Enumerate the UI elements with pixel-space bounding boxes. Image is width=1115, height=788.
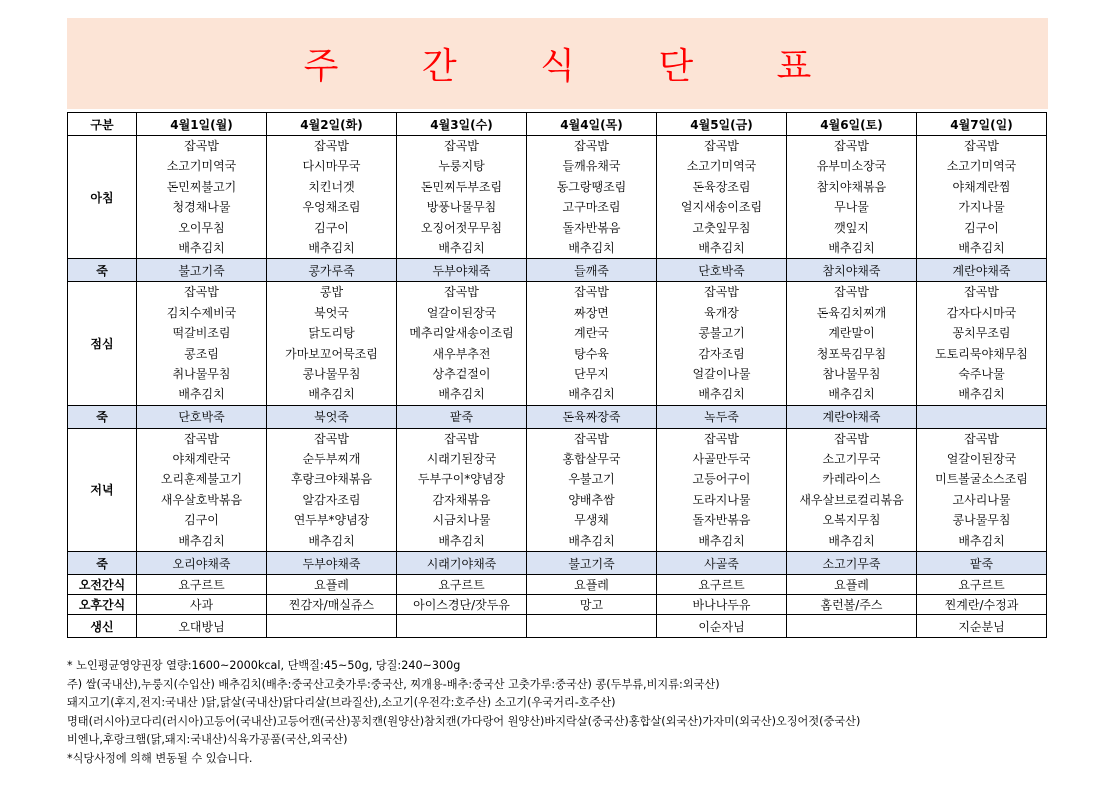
menu-item: 사골만두국 <box>692 452 751 467</box>
am_snack-label: 오전간식 <box>68 575 137 595</box>
am_snack-row <box>68 575 1047 595</box>
porridge1-day-cell: 계란야채죽 <box>917 259 1047 282</box>
menu-item: 짜장면 <box>574 305 609 320</box>
menu-item: 배추김치 <box>178 387 225 402</box>
pm_snack-row <box>68 595 1047 615</box>
menu-item: 잡곡밥 <box>444 431 479 446</box>
lunch-label: 점심 <box>68 282 137 405</box>
day-header: 4월7일(일) <box>917 113 1047 136</box>
menu-item: 돌자반볶음 <box>562 220 621 235</box>
day-header: 4월6일(토) <box>787 113 917 136</box>
menu-item: 잡곡밥 <box>184 139 219 153</box>
birthday-day-cell: 오대방님 <box>137 615 267 638</box>
menu-item: 콩나물무침 <box>952 513 1011 528</box>
porridge3-row <box>68 552 1047 575</box>
menu-item: 감자채볶음 <box>432 492 491 507</box>
menu-item: 배추김치 <box>568 387 615 402</box>
menu-item: 누룽지탕 <box>438 159 485 174</box>
porridge3-day-cell: 소고기무죽 <box>787 552 917 575</box>
birthday-day-cell <box>527 615 657 638</box>
dinner-day-cell <box>657 428 787 551</box>
title-band <box>67 18 1048 109</box>
day-header: 4월1일(월) <box>137 113 267 136</box>
menu-item: 오징어젓무무침 <box>420 220 503 235</box>
menu-item: 돈육김치찌개 <box>816 305 887 320</box>
menu-item: 잡곡밥 <box>444 285 479 300</box>
menu-item: 배추김치 <box>958 387 1005 402</box>
menu-item: 다시마무국 <box>302 159 361 174</box>
header-label: 구분 <box>68 113 137 136</box>
menu-item: 배추김치 <box>828 533 875 548</box>
am_snack-day-cell: 요구르트 <box>657 575 787 595</box>
menu-item: 고등어구이 <box>692 472 751 487</box>
birthday-day-cell <box>787 615 917 638</box>
menu-item: 카레라이스 <box>822 472 881 487</box>
dinner-day-cell <box>917 428 1047 551</box>
birthday-day-cell <box>267 615 397 638</box>
breakfast-row <box>68 136 1047 259</box>
menu-item: 방풍나물무침 <box>426 200 497 215</box>
porridge3-day-cell: 두부야채죽 <box>267 552 397 575</box>
birthday-label: 생신 <box>68 615 137 638</box>
menu-item: 잡곡밥 <box>704 431 739 446</box>
porridge3-day-cell: 팥죽 <box>917 552 1047 575</box>
birthday-row <box>68 615 1047 638</box>
menu-item: 배추김치 <box>308 240 355 255</box>
note-line: 돼지고기(후지,전지:국내산 )닭,닭살(국내산)닭다리살(브라질산),소고기(우전각:호주산) 소고기(우국거리-호주산) <box>67 696 616 710</box>
menu-item: 배추김치 <box>438 240 485 255</box>
menu-item: 돈민찌불고기 <box>166 179 237 194</box>
porridge2-day-cell: 돈육짜장죽 <box>527 405 657 428</box>
am_snack-day-cell: 요구르트 <box>917 575 1047 595</box>
menu-item: 소고기미역국 <box>946 159 1017 174</box>
menu-item: 홍합살무국 <box>562 452 621 467</box>
menu-item: 배추김치 <box>438 387 485 402</box>
menu-item: 시금치나물 <box>432 513 491 528</box>
menu-item: 배추김치 <box>698 533 745 548</box>
day-header: 4월2일(화) <box>267 113 397 136</box>
menu-item: 소고기미역국 <box>686 159 757 174</box>
menu-item: 연두부*양념장 <box>293 513 370 528</box>
menu-item: 잡곡밥 <box>834 285 869 300</box>
porridge2-day-cell: 계란야채죽 <box>787 405 917 428</box>
menu-item: 계란국 <box>574 326 609 341</box>
menu-item: 잡곡밥 <box>964 139 999 153</box>
menu-item: 가마보꼬어묵조림 <box>285 346 378 361</box>
dinner-day-cell <box>397 428 527 551</box>
pm_snack-day-cell: 바나나두유 <box>657 595 787 615</box>
menu-item: 고사리나물 <box>952 492 1011 507</box>
note-line: *식당사정에 의해 변동될 수 있습니다. <box>67 751 253 765</box>
breakfast-day-cell <box>137 136 267 259</box>
menu-item: 야채계란국 <box>172 452 231 467</box>
day-header: 4월3일(수) <box>397 113 527 136</box>
menu-item: 상추겉절이 <box>432 366 491 381</box>
menu-item: 잡곡밥 <box>964 431 999 446</box>
page-title: 주 간 식 단 표 <box>303 46 848 87</box>
menu-item: 북엇국 <box>314 305 349 320</box>
menu-item: 얼지새송이조림 <box>680 200 763 215</box>
menu-item: 우엉채조림 <box>302 200 361 215</box>
am_snack-day-cell: 요플레 <box>527 575 657 595</box>
menu-item: 청경채나물 <box>172 200 231 215</box>
note-line: 주) 쌀(국내산),누룽지(수입산) 배추김치(배추:중국산고춧가루:중국산, 찌개용-배추:중국산 고춧가루:중국산) 콩(두부류,비지류:외국산) <box>67 677 720 691</box>
menu-item: 들깨유채국 <box>562 159 621 174</box>
menu-item: 청포묵김무침 <box>816 346 887 361</box>
menu-item: 배추김치 <box>568 533 615 548</box>
porridge1-day-cell: 불고기죽 <box>137 259 267 282</box>
menu-item: 감자다시마국 <box>946 305 1017 320</box>
lunch-day-cell <box>267 282 397 405</box>
note-line: * 노인평균영양권장 열량:1600~2000kcal, 단백질:45~50g, 당질:240~300g <box>67 659 461 672</box>
menu-item: 배추김치 <box>308 533 355 548</box>
menu-item: 새우살호박볶음 <box>160 492 243 507</box>
menu-item: 소고기미역국 <box>166 159 237 174</box>
am_snack-day-cell: 요플레 <box>267 575 397 595</box>
breakfast-label: 아침 <box>68 136 137 259</box>
dinner-day-cell <box>527 428 657 551</box>
menu-item: 메추리알새송이조림 <box>409 326 514 341</box>
am_snack-day-cell: 요플레 <box>787 575 917 595</box>
pm_snack-day-cell: 홈런볼/주스 <box>787 595 917 615</box>
menu-item: 배추김치 <box>828 240 875 255</box>
menu-item: 유부미소장국 <box>816 159 887 174</box>
dinner-day-cell <box>787 428 917 551</box>
menu-item: 순두부찌개 <box>302 452 361 467</box>
menu-item: 후랑크야채볶음 <box>290 472 373 487</box>
menu-item: 고구마조림 <box>562 200 621 215</box>
menu-item: 돈육장조림 <box>692 179 751 194</box>
menu-item: 잡곡밥 <box>574 139 609 153</box>
lunch-day-cell <box>917 282 1047 405</box>
menu-item: 배추김치 <box>308 387 355 402</box>
menu-item: 무나물 <box>834 200 869 215</box>
menu-item: 잡곡밥 <box>704 139 739 153</box>
menu-item: 단무지 <box>574 366 609 381</box>
menu-item: 콩불고기 <box>698 326 745 341</box>
menu-item: 새우살브로컬리볶음 <box>799 492 904 507</box>
menu-item: 배추김치 <box>698 387 745 402</box>
menu-item: 닭도리탕 <box>308 326 355 341</box>
menu-item: 육개장 <box>704 305 739 320</box>
breakfast-day-cell <box>917 136 1047 259</box>
header-row <box>68 113 1047 136</box>
menu-item: 돌자반볶음 <box>692 513 751 528</box>
menu-item: 김구이 <box>184 513 219 528</box>
birthday-day-cell <box>397 615 527 638</box>
menu-item: 새우부추전 <box>432 346 491 361</box>
breakfast-day-cell <box>787 136 917 259</box>
menu-item: 참치야채볶음 <box>816 179 887 194</box>
menu-item: 우불고기 <box>568 472 615 487</box>
porridge1-day-cell: 단호박죽 <box>657 259 787 282</box>
menu-item: 배추김치 <box>438 533 485 548</box>
porridge3-day-cell: 사골죽 <box>657 552 787 575</box>
menu-item: 떡갈비조림 <box>172 326 231 341</box>
menu-item: 숙주나물 <box>958 366 1005 381</box>
menu-item: 양배추쌈 <box>568 492 615 507</box>
menu-item: 얼갈이된장국 <box>946 452 1017 467</box>
menu-item: 오복지무침 <box>822 513 881 528</box>
lunch-day-cell <box>397 282 527 405</box>
dinner-label: 저녁 <box>68 428 137 551</box>
porridge1-row <box>68 259 1047 282</box>
menu-item: 탕수육 <box>574 346 609 361</box>
day-header: 4월4일(목) <box>527 113 657 136</box>
lunch-row <box>68 282 1047 405</box>
porridge3-day-cell: 오리야채죽 <box>137 552 267 575</box>
menu-item: 오이무침 <box>178 220 225 235</box>
menu-item: 배추김치 <box>178 240 225 255</box>
menu-item: 취나물무침 <box>172 366 231 381</box>
am_snack-day-cell: 요구르트 <box>137 575 267 595</box>
menu-item: 잡곡밥 <box>574 285 609 300</box>
menu-item: 잡곡밥 <box>574 431 609 446</box>
menu-item: 김구이 <box>314 220 349 235</box>
menu-item: 잡곡밥 <box>184 285 219 300</box>
menu-item: 두부구이*양념장 <box>417 472 506 487</box>
porridge1-day-cell: 참치야채죽 <box>787 259 917 282</box>
birthday-day-cell: 이순자님 <box>657 615 787 638</box>
menu-item: 도라지나물 <box>692 492 751 507</box>
porridge1-day-cell: 들깨죽 <box>527 259 657 282</box>
menu-item: 잡곡밥 <box>314 431 349 446</box>
menu-table-body <box>68 113 1047 638</box>
pm_snack-day-cell: 망고 <box>527 595 657 615</box>
menu-item: 잡곡밥 <box>964 285 999 300</box>
menu-item: 오리훈제불고기 <box>160 472 243 487</box>
day-header: 4월5일(금) <box>657 113 787 136</box>
menu-item: 콩밥 <box>319 285 344 300</box>
lunch-day-cell <box>137 282 267 405</box>
menu-item: 콩나물무침 <box>302 366 361 381</box>
pm_snack-day-cell: 찐계란/수정과 <box>917 595 1047 615</box>
menu-item: 동그랑땡조림 <box>556 179 627 194</box>
menu-item: 무생채 <box>574 513 609 528</box>
lunch-day-cell <box>787 282 917 405</box>
menu-item: 참나물무침 <box>822 366 881 381</box>
am_snack-day-cell: 요구르트 <box>397 575 527 595</box>
menu-item: 계란말이 <box>828 326 875 341</box>
porridge3-day-cell: 불고기죽 <box>527 552 657 575</box>
porridge1-day-cell: 두부야채죽 <box>397 259 527 282</box>
menu-item: 고춧잎무침 <box>692 220 751 235</box>
lunch-day-cell <box>657 282 787 405</box>
breakfast-day-cell <box>657 136 787 259</box>
note-line: 명태(러시아)코다리(러시아)고등어(국내산)고등어캔(국산)꽁치캔(원양산)참치캔(가다랑어 원양산)바지락살(중국산)홍합살(외국산)가자미(외국산)오징어젓(중국산) <box>67 714 861 728</box>
menu-item: 잡곡밥 <box>834 139 869 153</box>
menu-item: 배추김치 <box>568 240 615 255</box>
menu-item: 꽁치무조림 <box>952 326 1011 341</box>
menu-item: 잡곡밥 <box>314 139 349 153</box>
menu-item: 소고기무국 <box>822 452 881 467</box>
menu-item: 돈민찌두부조림 <box>420 179 503 194</box>
porridge2-day-cell: 단호박죽 <box>137 405 267 428</box>
menu-item: 얼갈이된장국 <box>426 305 497 320</box>
dinner-day-cell <box>137 428 267 551</box>
menu-item: 얼갈이나물 <box>692 366 751 381</box>
menu-item: 야채계란찜 <box>952 179 1011 194</box>
menu-item: 배추김치 <box>828 387 875 402</box>
weekly-menu-table <box>67 112 1047 638</box>
porridge3-label: 죽 <box>68 552 137 575</box>
menu-item: 잡곡밥 <box>444 139 479 153</box>
porridge1-label: 죽 <box>68 259 137 282</box>
menu-item: 김치수제비국 <box>166 305 237 320</box>
menu-item: 배추김치 <box>698 240 745 255</box>
notes-section <box>67 657 1067 769</box>
menu-item: 배추김치 <box>178 533 225 548</box>
pm_snack-day-cell: 찐감자/매실쥬스 <box>267 595 397 615</box>
menu-item: 알감자조림 <box>302 492 361 507</box>
dinner-row <box>68 428 1047 551</box>
pm_snack-day-cell: 아이스경단/잣두유 <box>397 595 527 615</box>
porridge2-day-cell <box>917 405 1047 428</box>
menu-item: 배추김치 <box>958 240 1005 255</box>
menu-item: 가지나물 <box>958 200 1005 215</box>
porridge2-label: 죽 <box>68 405 137 428</box>
menu-item: 잡곡밥 <box>834 431 869 446</box>
menu-item: 배추김치 <box>958 533 1005 548</box>
breakfast-day-cell <box>527 136 657 259</box>
menu-item: 콩조림 <box>184 346 219 361</box>
porridge2-day-cell: 북엇죽 <box>267 405 397 428</box>
menu-item: 잡곡밥 <box>184 431 219 446</box>
note-line: 비엔나,후랑크햄(닭,돼지:국내산)식육가공품(국산,외국산) <box>67 733 348 747</box>
menu-item: 도토리묵야채무침 <box>935 346 1028 361</box>
menu-item: 시래기된장국 <box>426 452 497 467</box>
porridge3-day-cell: 시래기야채죽 <box>397 552 527 575</box>
breakfast-day-cell <box>397 136 527 259</box>
menu-item: 감자조림 <box>698 346 745 361</box>
porridge2-row <box>68 405 1047 428</box>
menu-item: 치킨너겟 <box>308 179 355 194</box>
pm_snack-day-cell: 사과 <box>137 595 267 615</box>
menu-item: 깻잎지 <box>834 220 869 235</box>
dinner-day-cell <box>267 428 397 551</box>
porridge2-day-cell: 팥죽 <box>397 405 527 428</box>
pm_snack-label: 오후간식 <box>68 595 137 615</box>
menu-item: 잡곡밥 <box>704 285 739 300</box>
porridge2-day-cell: 녹두죽 <box>657 405 787 428</box>
porridge1-day-cell: 콩가루죽 <box>267 259 397 282</box>
breakfast-day-cell <box>267 136 397 259</box>
menu-item: 김구이 <box>964 220 999 235</box>
lunch-day-cell <box>527 282 657 405</box>
birthday-day-cell: 지순분님 <box>917 615 1047 638</box>
menu-item: 미트볼굴소스조림 <box>935 472 1028 487</box>
